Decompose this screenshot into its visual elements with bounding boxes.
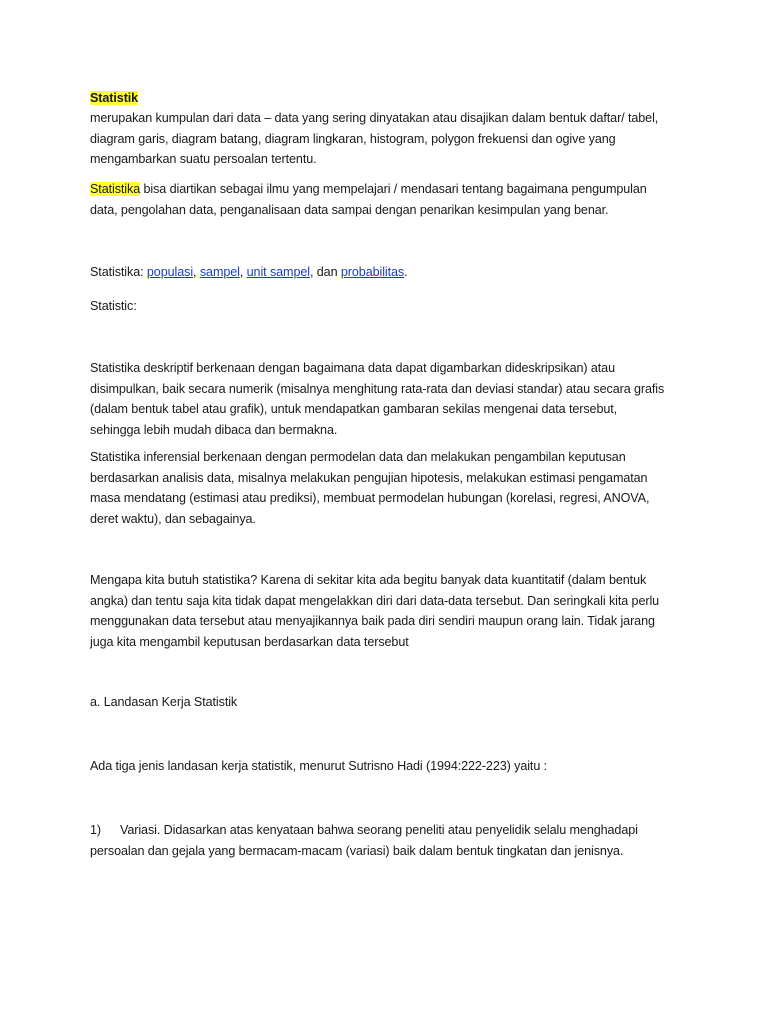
text-line: disimpulkan, baik secara numerik (misalnya menghitung rata-rata dan deviasi standar) atau secara grafis: [90, 381, 665, 396]
paragraph-mengapa: [90, 570, 690, 652]
separator: .: [404, 265, 408, 279]
text-line: data, pengolahan data, penganalisaan data sampai dengan penarikan kesimpulan yang benar.: [90, 202, 609, 217]
text-line: masa mendatang (estimasi atau prediksi), membuat permodelan hubungan (korelasi, regresi, ANOVA,: [90, 491, 650, 505]
heading-statistik: [90, 88, 690, 109]
paragraph-tiga-jenis: [90, 756, 690, 777]
link-populasi[interactable]: populasi: [146, 265, 194, 279]
text-line: Ada tiga jenis landasan kerja statistik, menurut Sutrisno Hadi (1994:222-223) yaitu :: [90, 759, 548, 773]
item-number: 1): [90, 823, 101, 837]
text-line: diagram garis, diagram batang, diagram lingkaran, histogram, polygon frekuensi dan ogive yang: [90, 131, 616, 146]
text-line: bisa diartikan sebagai ilmu yang mempelajari / mendasari tentang bagaimana pengumpulan: [140, 182, 647, 196]
section-heading-landasan: [90, 692, 690, 713]
highlighted-term: Statistik: [90, 91, 139, 105]
text-line: angka) dan tentu saja kita tidak dapat mengelakkan diri dari data-data tersebut. Dan seringkali kita perlu: [90, 593, 660, 608]
paragraph-definition: [90, 108, 690, 170]
link-sampel[interactable]: sampel: [199, 265, 240, 279]
text-line: Statistika inferensial berkenaan dengan permodelan data dan melakukan pengambilan keputusan: [90, 450, 626, 464]
text-prefix: Statistika:: [90, 265, 147, 279]
separator: , dan: [309, 265, 341, 279]
paragraph-inferensial: [90, 447, 690, 529]
text-line: persoalan dan gejala yang bermacam-macam (variasi) baik dalam bentuk tingkatan dan jenisnya.: [90, 843, 624, 858]
separator: ,: [193, 265, 200, 279]
text-line: sehingga lebih mudah dibaca dan bermakna.: [90, 422, 338, 437]
paragraph-statistika-links: [90, 262, 690, 283]
paragraph-deskriptif: [90, 358, 690, 440]
separator: ,: [239, 265, 247, 279]
text-line: merupakan kumpulan dari data – data yang sering dinyatakan atau disajikan dalam bentuk daftar/ tabel,: [90, 111, 659, 125]
text-line: menggunakan data tersebut atau menyajikannya baik pada diri sendiri maupun orang lain. Tidak jarang: [90, 614, 655, 628]
link-unit-sampel[interactable]: unit sampel: [246, 265, 310, 279]
link-probabilitas[interactable]: probabilitas: [340, 265, 405, 279]
text-line: mengambarkan suatu persoalan tertentu.: [90, 152, 317, 166]
text-line: Statistika deskriptif berkenaan dengan bagaimana data dapat digambarkan dideskripsikan) atau: [90, 361, 615, 375]
text-line: (dalam bentuk tabel atau grafik), untuk mendapatkan gambaran sekilas mengenai data tersebut,: [90, 402, 618, 416]
text-line: juga kita mengambil keputusan berdasarkan data tersebut: [90, 634, 409, 649]
numbered-item-variasi: [90, 820, 690, 861]
text-line: a. Landasan Kerja Statistik: [90, 695, 238, 709]
text-line: berdasarkan analisis data, misalnya melakukan pengujian hipotesis, melakukan estimasi pengamatan: [90, 470, 648, 485]
text-line: Statistic:: [90, 299, 137, 313]
paragraph-statistic: [90, 296, 690, 317]
paragraph-statistika: [90, 179, 690, 220]
text-line: Variasi. Didasarkan atas kenyataan bahwa seorang peneliti atau penyelidik selalu menghadapi: [120, 823, 638, 837]
text-line: deret waktu), dan sebagainya.: [90, 511, 256, 526]
text-line: Mengapa kita butuh statistika? Karena di sekitar kita ada begitu banyak data kuantitatif (dalam bentuk: [90, 573, 647, 587]
highlighted-term: Statistika: [90, 182, 141, 196]
